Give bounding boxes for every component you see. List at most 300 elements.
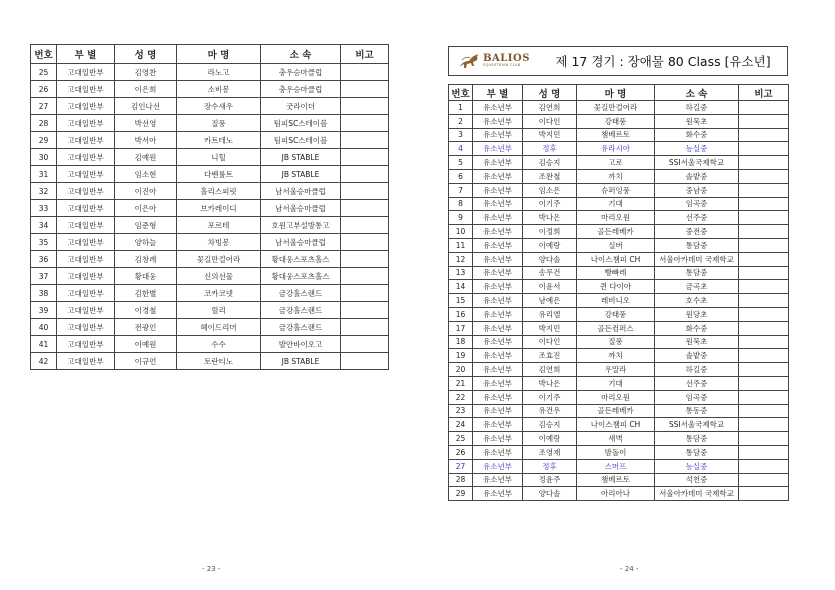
header-division: 부 별 [57, 45, 115, 64]
cell-division: 고대일반부 [57, 64, 115, 81]
cell-remarks [739, 225, 789, 239]
cell-horse: 마리오원 [577, 390, 655, 404]
cell-division: 유소년부 [473, 280, 523, 294]
cell-division: 고대일반부 [57, 251, 115, 268]
cell-horse: 강태풍 [577, 114, 655, 128]
table-row [449, 183, 789, 197]
cell-rider: 김예원 [115, 149, 177, 166]
cell-division: 고대일반부 [57, 166, 115, 183]
cell-horse: 밤돌이 [577, 445, 655, 459]
cell-division: 유소년부 [473, 252, 523, 266]
page-number-right: - 24 - [620, 565, 639, 573]
cell-horse: 니힐 [177, 149, 261, 166]
cell-rider: 남예은 [523, 294, 577, 308]
cell-rider: 박서아 [115, 132, 177, 149]
cell-remarks [739, 418, 789, 432]
cell-division: 유소년부 [473, 211, 523, 225]
cell-horse: 홀리스피릿 [177, 183, 261, 200]
cell-rider: 이기주 [523, 390, 577, 404]
cell-number: 28 [449, 473, 473, 487]
cell-division: 고대일반부 [57, 98, 115, 115]
cell-division: 유소년부 [473, 169, 523, 183]
cell-number: 14 [449, 280, 473, 294]
table-row [449, 363, 789, 377]
cell-affiliation: 원묵초 [655, 335, 739, 349]
cell-rider: 이규언 [115, 353, 177, 370]
cell-remarks [341, 302, 389, 319]
cell-remarks [739, 307, 789, 321]
table-row [31, 302, 389, 319]
table-row [449, 101, 789, 115]
cell-number: 11 [449, 238, 473, 252]
cell-number: 37 [31, 268, 57, 285]
cell-division: 유소년부 [473, 404, 523, 418]
cell-division: 고대일반부 [57, 268, 115, 285]
cell-rider: 김한별 [115, 285, 177, 302]
cell-affiliation: 원묵초 [655, 114, 739, 128]
cell-remarks [739, 238, 789, 252]
cell-horse: 고로 [577, 156, 655, 170]
cell-rider: 정후 [523, 142, 577, 156]
table-row [449, 156, 789, 170]
cell-division: 유소년부 [473, 156, 523, 170]
cell-rider: 김창례 [115, 251, 177, 268]
cell-remarks [341, 336, 389, 353]
cell-horse: 챔베르토 [577, 128, 655, 142]
table-row [449, 445, 789, 459]
cell-division: 유소년부 [473, 142, 523, 156]
cell-division: 유소년부 [473, 390, 523, 404]
cell-division: 유소년부 [473, 321, 523, 335]
cell-horse: 릴리 [177, 302, 261, 319]
cell-affiliation: 금강홀스랜드 [261, 302, 341, 319]
cell-horse: 까치 [577, 349, 655, 363]
cell-remarks [341, 251, 389, 268]
cell-remarks [739, 169, 789, 183]
cell-rider: 송무건 [523, 266, 577, 280]
cell-number: 28 [31, 115, 57, 132]
cell-affiliation: 화수중 [655, 321, 739, 335]
cell-rider: 이경철 [115, 302, 177, 319]
cell-remarks [739, 142, 789, 156]
cell-horse: 우말라 [577, 363, 655, 377]
left-roster-table [30, 44, 389, 370]
table-row [449, 128, 789, 142]
cell-division: 유소년부 [473, 225, 523, 239]
cell-rider: 이예랑 [523, 238, 577, 252]
club-logo [449, 47, 539, 75]
cell-number: 4 [449, 142, 473, 156]
cell-horse: 코카코넷 [177, 285, 261, 302]
cell-number: 36 [31, 251, 57, 268]
cell-number: 27 [449, 459, 473, 473]
cell-number: 12 [449, 252, 473, 266]
cell-division: 고대일반부 [57, 285, 115, 302]
cell-remarks [341, 200, 389, 217]
cell-affiliation: 황대웅스포츠홀스 [261, 268, 341, 285]
cell-horse: 질풍 [177, 115, 261, 132]
cell-horse: 챔베르토 [577, 473, 655, 487]
event-header [448, 46, 788, 76]
cell-rider: 김승지 [523, 156, 577, 170]
cell-number: 10 [449, 225, 473, 239]
cell-affiliation: JB STABLE [261, 353, 341, 370]
table-row [449, 404, 789, 418]
cell-remarks [739, 156, 789, 170]
cell-number: 6 [449, 169, 473, 183]
cell-remarks [739, 335, 789, 349]
cell-affiliation: 능실중 [655, 459, 739, 473]
table-row [31, 234, 389, 251]
cell-rider: 김연희 [523, 363, 577, 377]
cell-number: 27 [31, 98, 57, 115]
cell-affiliation: 남서울승마클럽 [261, 234, 341, 251]
cell-remarks [739, 349, 789, 363]
cell-division: 유소년부 [473, 487, 523, 501]
cell-number: 20 [449, 363, 473, 377]
cell-horse: 마리오원 [577, 211, 655, 225]
cell-remarks [739, 363, 789, 377]
cell-affiliation: 중남중 [655, 183, 739, 197]
cell-rider: 임소은 [523, 183, 577, 197]
cell-remarks [739, 280, 789, 294]
cell-affiliation: 통담중 [655, 238, 739, 252]
table-row [449, 487, 789, 501]
cell-remarks [341, 353, 389, 370]
cell-remarks [739, 266, 789, 280]
cell-number: 18 [449, 335, 473, 349]
cell-remarks [739, 459, 789, 473]
cell-division: 유소년부 [473, 197, 523, 211]
cell-number: 25 [449, 432, 473, 446]
cell-division: 고대일반부 [57, 353, 115, 370]
event-title: 제 17 경기 : 장애물 80 Class [유소년] [555, 54, 771, 69]
table-row [449, 294, 789, 308]
cell-affiliation: 충우승마클럽 [261, 64, 341, 81]
cell-rider: 양다솔 [523, 487, 577, 501]
cell-rider: 이다인 [523, 335, 577, 349]
table-row [449, 459, 789, 473]
cell-remarks [341, 183, 389, 200]
cell-remarks [739, 432, 789, 446]
cell-rider: 이진아 [115, 183, 177, 200]
cell-rider: 임준형 [115, 217, 177, 234]
cell-affiliation: 서울아카데미 국제학교 [655, 487, 739, 501]
cell-number: 2 [449, 114, 473, 128]
cell-rider: 이정희 [523, 225, 577, 239]
cell-division: 유소년부 [473, 335, 523, 349]
cell-rider: 황대웅 [115, 268, 177, 285]
cell-horse: 다벤룰트 [177, 166, 261, 183]
cell-affiliation: 화수중 [655, 128, 739, 142]
cell-rider: 조완철 [523, 169, 577, 183]
cell-rider: 김인나선 [115, 98, 177, 115]
cell-remarks [739, 294, 789, 308]
cell-remarks [739, 197, 789, 211]
cell-remarks [341, 132, 389, 149]
cell-number: 31 [31, 166, 57, 183]
cell-horse: 새벽 [577, 432, 655, 446]
cell-remarks [341, 64, 389, 81]
table-row [31, 64, 389, 81]
cell-division: 유소년부 [473, 376, 523, 390]
cell-rider: 박지민 [523, 128, 577, 142]
cell-affiliation: 원당초 [655, 307, 739, 321]
cell-remarks [739, 128, 789, 142]
cell-remarks [739, 114, 789, 128]
cell-affiliation: 통담중 [655, 266, 739, 280]
logo-subtitle: EQUESTRIAN CLUB [483, 63, 521, 68]
cell-affiliation: 솔밭중 [655, 169, 739, 183]
table-row [449, 307, 789, 321]
cell-affiliation: 충우승마클럽 [261, 81, 341, 98]
table-row [449, 321, 789, 335]
header-horse: 마 명 [177, 45, 261, 64]
cell-division: 고대일반부 [57, 200, 115, 217]
table-row [449, 418, 789, 432]
cell-remarks [341, 98, 389, 115]
cell-affiliation: 금강홀스랜드 [261, 319, 341, 336]
header-affiliation: 소 속 [655, 85, 739, 101]
cell-division: 유소년부 [473, 445, 523, 459]
cell-horse: 브카레이디 [177, 200, 261, 217]
cell-affiliation: JB STABLE [261, 149, 341, 166]
table-row [449, 169, 789, 183]
cell-horse: 까치 [577, 169, 655, 183]
cell-number: 26 [449, 445, 473, 459]
cell-affiliation: 굿라이더 [261, 98, 341, 115]
table-row [31, 81, 389, 98]
cell-horse: 수수 [177, 336, 261, 353]
cell-number: 29 [31, 132, 57, 149]
table-row [449, 432, 789, 446]
cell-affiliation: 석천중 [655, 473, 739, 487]
table-row [31, 200, 389, 217]
cell-number: 42 [31, 353, 57, 370]
table-row [449, 211, 789, 225]
cell-division: 유소년부 [473, 473, 523, 487]
header-rider: 성 명 [115, 45, 177, 64]
right-header-row [449, 85, 789, 101]
cell-remarks [739, 473, 789, 487]
cell-rider: 박선영 [115, 115, 177, 132]
cell-number: 26 [31, 81, 57, 98]
cell-division: 유소년부 [473, 101, 523, 115]
cell-horse: 포르테 [177, 217, 261, 234]
cell-remarks [341, 166, 389, 183]
cell-rider: 박나은 [523, 376, 577, 390]
cell-division: 고대일반부 [57, 336, 115, 353]
cell-horse: 빵빠레 [577, 266, 655, 280]
table-row [31, 217, 389, 234]
cell-rider: 유건우 [523, 404, 577, 418]
right-roster-table [448, 84, 789, 501]
table-row [449, 390, 789, 404]
table-row [31, 149, 389, 166]
cell-affiliation: 선주중 [655, 376, 739, 390]
cell-number: 32 [31, 183, 57, 200]
cell-number: 21 [449, 376, 473, 390]
table-row [449, 197, 789, 211]
cell-remarks [739, 252, 789, 266]
page-number-left: - 23 - [202, 565, 221, 573]
cell-remarks [739, 101, 789, 115]
cell-number: 33 [31, 200, 57, 217]
cell-affiliation: 능실중 [655, 142, 739, 156]
cell-number: 41 [31, 336, 57, 353]
cell-remarks [739, 390, 789, 404]
cell-horse: 기대 [577, 197, 655, 211]
cell-number: 3 [449, 128, 473, 142]
cell-remarks [341, 217, 389, 234]
cell-affiliation: 팀피SC스테이블 [261, 115, 341, 132]
cell-number: 9 [449, 211, 473, 225]
table-row [449, 280, 789, 294]
cell-remarks [341, 81, 389, 98]
horse-icon [458, 52, 480, 70]
table-row [449, 142, 789, 156]
cell-affiliation: 통동중 [655, 404, 739, 418]
cell-division: 유소년부 [473, 349, 523, 363]
table-row [31, 166, 389, 183]
cell-division: 고대일반부 [57, 81, 115, 98]
cell-affiliation: 서울아카데미 국제학교 [655, 252, 739, 266]
cell-horse: 아리아나 [577, 487, 655, 501]
table-row [31, 251, 389, 268]
cell-horse: 차빙봉 [177, 234, 261, 251]
logo-name: BALIOS [483, 53, 530, 65]
cell-affiliation: 하길중 [655, 363, 739, 377]
cell-number: 1 [449, 101, 473, 115]
cell-rider: 박나은 [523, 211, 577, 225]
cell-affiliation: 선주중 [655, 211, 739, 225]
cell-affiliation: 통담중 [655, 432, 739, 446]
cell-number: 22 [449, 390, 473, 404]
cell-rider: 정윤주 [523, 473, 577, 487]
cell-remarks [739, 321, 789, 335]
cell-remarks [341, 234, 389, 251]
cell-number: 17 [449, 321, 473, 335]
table-row [31, 353, 389, 370]
cell-affiliation: 팀피SC스테이블 [261, 132, 341, 149]
table-row [449, 473, 789, 487]
cell-affiliation: 솔밭중 [655, 349, 739, 363]
cell-division: 고대일반부 [57, 132, 115, 149]
cell-affiliation: 호원고부설방통고 [261, 217, 341, 234]
cell-remarks [739, 183, 789, 197]
cell-number: 39 [31, 302, 57, 319]
cell-remarks [341, 149, 389, 166]
header-remarks: 비고 [739, 85, 789, 101]
cell-division: 고대일반부 [57, 115, 115, 132]
cell-number: 23 [449, 404, 473, 418]
cell-number: 29 [449, 487, 473, 501]
cell-affiliation: 임곡중 [655, 197, 739, 211]
cell-horse: 골든레베카 [577, 225, 655, 239]
table-row [449, 349, 789, 363]
cell-division: 유소년부 [473, 418, 523, 432]
table-row [31, 132, 389, 149]
cell-affiliation: 호수초 [655, 294, 739, 308]
cell-number: 24 [449, 418, 473, 432]
cell-remarks [739, 376, 789, 390]
cell-affiliation: 남서울승마클럽 [261, 183, 341, 200]
table-row [449, 376, 789, 390]
cell-affiliation: 통담중 [655, 445, 739, 459]
cell-horse: 꽃길만걸어라 [177, 251, 261, 268]
cell-number: 19 [449, 349, 473, 363]
cell-remarks [341, 115, 389, 132]
cell-horse: 골든레베카 [577, 404, 655, 418]
cell-division: 유소년부 [473, 307, 523, 321]
cell-rider: 이윤서 [523, 280, 577, 294]
table-row [31, 98, 389, 115]
cell-rider: 조영재 [523, 445, 577, 459]
header-number: 번호 [449, 85, 473, 101]
cell-division: 고대일반부 [57, 234, 115, 251]
cell-horse: 유라시아 [577, 142, 655, 156]
cell-division: 고대일반부 [57, 183, 115, 200]
cell-number: 13 [449, 266, 473, 280]
cell-division: 유소년부 [473, 114, 523, 128]
cell-rider: 이은아 [115, 200, 177, 217]
cell-horse: 질풍 [577, 335, 655, 349]
cell-number: 35 [31, 234, 57, 251]
table-row [31, 268, 389, 285]
table-row [31, 183, 389, 200]
cell-number: 5 [449, 156, 473, 170]
cell-number: 34 [31, 217, 57, 234]
cell-number: 16 [449, 307, 473, 321]
table-row [449, 114, 789, 128]
cell-remarks [341, 285, 389, 302]
cell-rider: 양하늘 [115, 234, 177, 251]
cell-rider: 임소현 [115, 166, 177, 183]
cell-division: 유소년부 [473, 238, 523, 252]
cell-affiliation: 금강홀스랜드 [261, 285, 341, 302]
table-row [449, 252, 789, 266]
table-row [449, 238, 789, 252]
header-rider: 성 명 [523, 85, 577, 101]
cell-rider: 김승지 [523, 418, 577, 432]
cell-remarks [739, 404, 789, 418]
header-affiliation: 소 속 [261, 45, 341, 64]
left-table-body [31, 64, 389, 370]
cell-horse: 신의선물 [177, 268, 261, 285]
cell-rider: 김영찬 [115, 64, 177, 81]
cell-remarks [341, 319, 389, 336]
cell-affiliation: SSI서울국제학교 [655, 418, 739, 432]
cell-affiliation: 발안바이오고 [261, 336, 341, 353]
table-row [449, 266, 789, 280]
cell-horse: 기대 [577, 376, 655, 390]
cell-horse: 나이스챔피 CH [577, 418, 655, 432]
cell-affiliation: 하길중 [655, 101, 739, 115]
cell-number: 8 [449, 197, 473, 211]
table-row [449, 225, 789, 239]
cell-remarks [739, 211, 789, 225]
cell-horse: 장수새우 [177, 98, 261, 115]
table-row [31, 285, 389, 302]
cell-remarks [739, 445, 789, 459]
cell-number: 25 [31, 64, 57, 81]
table-row [449, 335, 789, 349]
cell-number: 40 [31, 319, 57, 336]
cell-affiliation: SSI서울국제학교 [655, 156, 739, 170]
header-remarks: 비고 [341, 45, 389, 64]
cell-affiliation: JB STABLE [261, 166, 341, 183]
cell-rider: 이은희 [115, 81, 177, 98]
